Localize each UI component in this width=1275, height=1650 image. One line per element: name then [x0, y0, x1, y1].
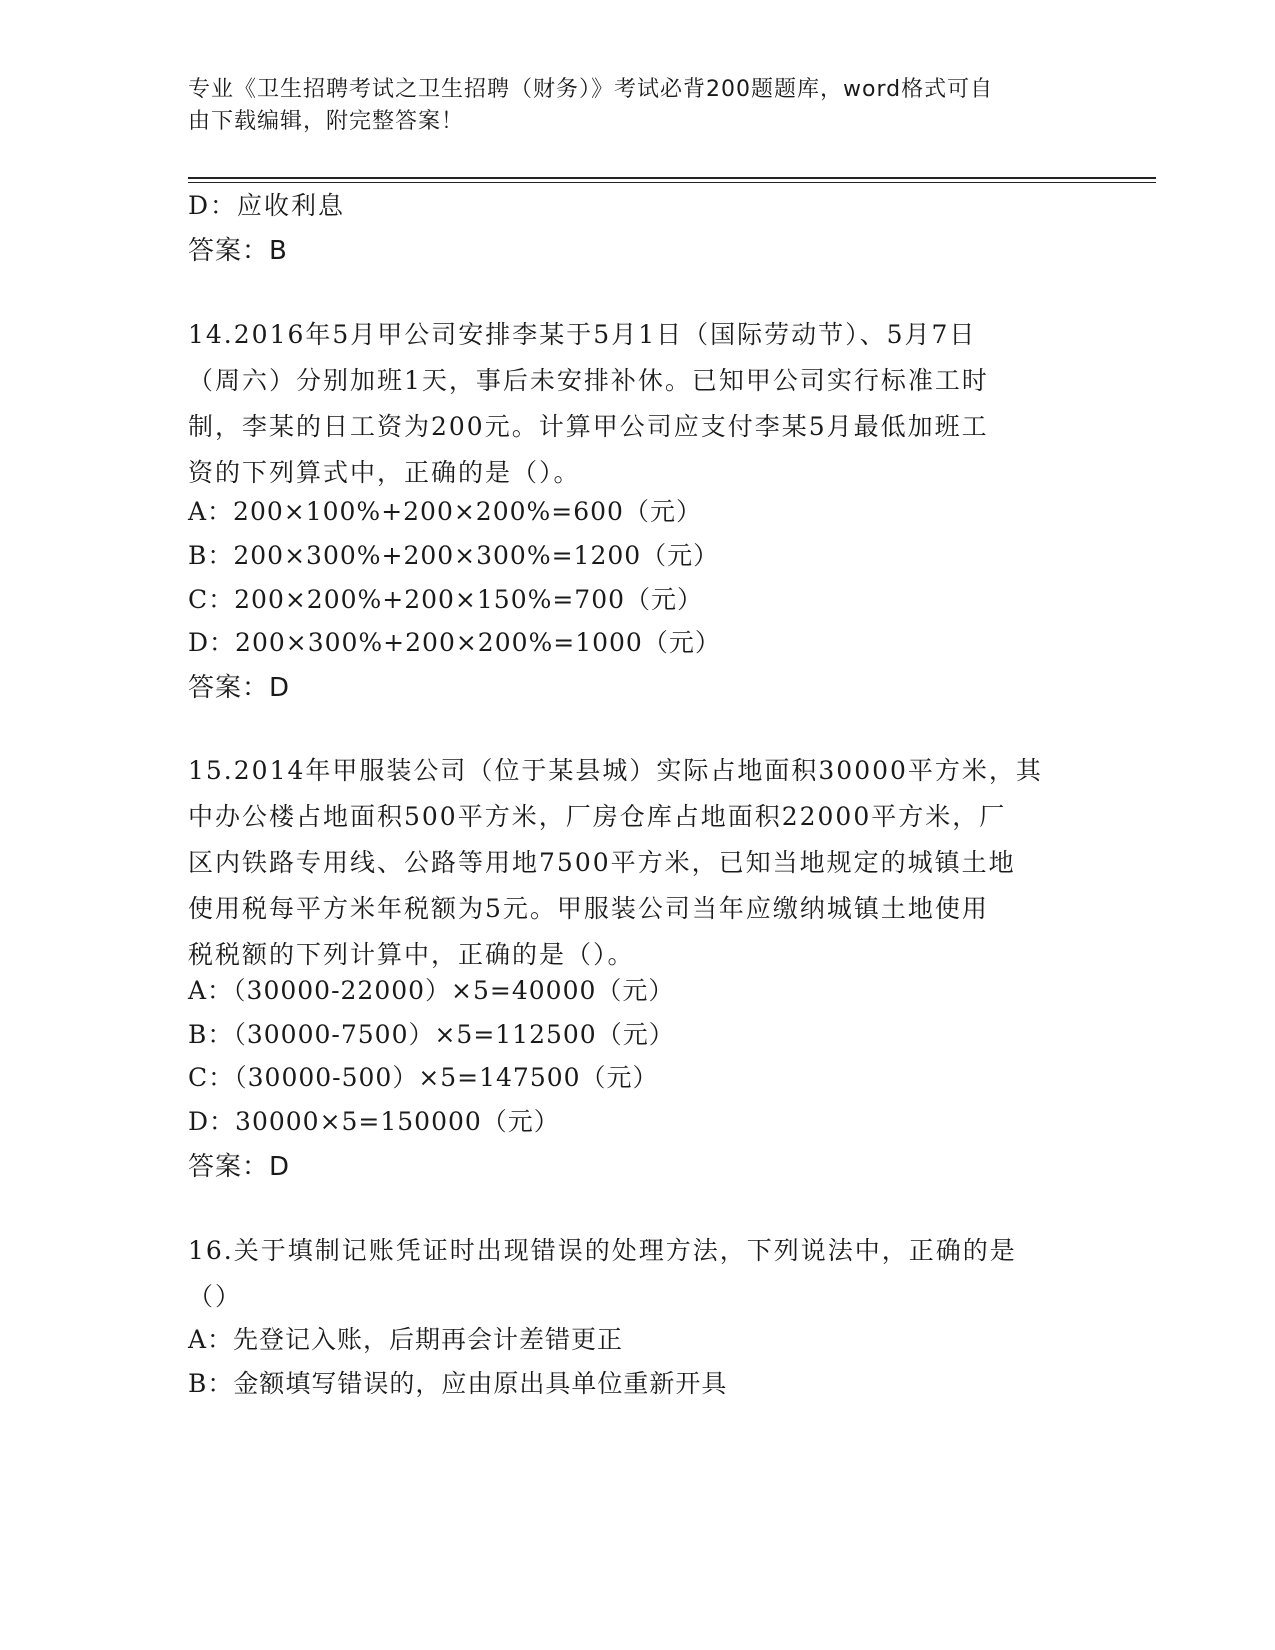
question-15-line-1: 15.2014年甲服装公司（位于某县城）实际占地面积30000平方米，其 — [188, 756, 1043, 785]
question-14-answer: 答案：D — [188, 673, 291, 703]
question-16-line-2: （） — [188, 1282, 243, 1311]
question-15-option-d: D：30000×5=150000（元） — [188, 1107, 560, 1136]
question-14-stem — [188, 312, 1088, 496]
header-divider — [188, 177, 1156, 179]
question-15-answer: 答案：D — [188, 1152, 291, 1182]
question-15-line-3: 区内铁路专用线、公路等用地7500平方米，已知当地规定的城镇土地 — [188, 848, 1016, 877]
page-header — [188, 74, 1088, 138]
question-14-line-1: 14.2016年5月甲公司安排李某于5月1日（国际劳动节）、5月7日 — [188, 320, 977, 349]
question-15-stem — [188, 748, 1088, 978]
question-16-option-a: A：先登记入账，后期再会计差错更正 — [188, 1325, 624, 1354]
prev-answer: 答案：B — [188, 236, 288, 266]
header-line-1: 专业《卫生招聘考试之卫生招聘（财务）》考试必背200题题库，word格式可自 — [188, 77, 994, 102]
question-15-option-a: A：（30000-22000）×5=40000（元） — [188, 976, 675, 1005]
question-14-line-2: （周六）分别加班1天，事后未安排补休。已知甲公司实行标准工时 — [188, 366, 989, 395]
question-15-line-4: 使用税每平方米年税额为5元。甲服装公司当年应缴纳城镇土地使用 — [188, 894, 989, 923]
question-15-line-2: 中办公楼占地面积500平方米，厂房仓库占地面积22000平方米，厂 — [188, 802, 1007, 831]
question-16-stem — [188, 1228, 1088, 1320]
question-14-line-3: 制，李某的日工资为200元。计算甲公司应支付李某5月最低加班工 — [188, 412, 989, 441]
question-15-option-b: B：（30000-7500）×5=112500（元） — [188, 1020, 675, 1049]
question-14-option-c: C：200×200%+200×150%=700（元） — [188, 585, 704, 614]
question-16-line-1: 16.关于填制记账凭证时出现错误的处理方法，下列说法中，正确的是 — [188, 1236, 1017, 1265]
question-14-option-b: B：200×300%+200×300%=1200（元） — [188, 541, 720, 570]
header-divider-thin — [188, 182, 1156, 183]
question-14-option-a: A：200×100%+200×200%=600（元） — [188, 497, 702, 526]
question-16-option-b: B：金额填写错误的，应由原出具单位重新开具 — [188, 1369, 728, 1398]
question-14-line-4: 资的下列算式中，正确的是（）。 — [188, 458, 581, 487]
prev-option-d: D：应收利息 — [188, 191, 346, 220]
header-line-2: 由下载编辑，附完整答案！ — [188, 109, 465, 134]
question-15-option-c: C：（30000-500）×5=147500（元） — [188, 1063, 659, 1092]
question-15-line-5: 税税额的下列计算中，正确的是（）。 — [188, 940, 635, 969]
question-14-option-d: D：200×300%+200×200%=1000（元） — [188, 628, 721, 657]
